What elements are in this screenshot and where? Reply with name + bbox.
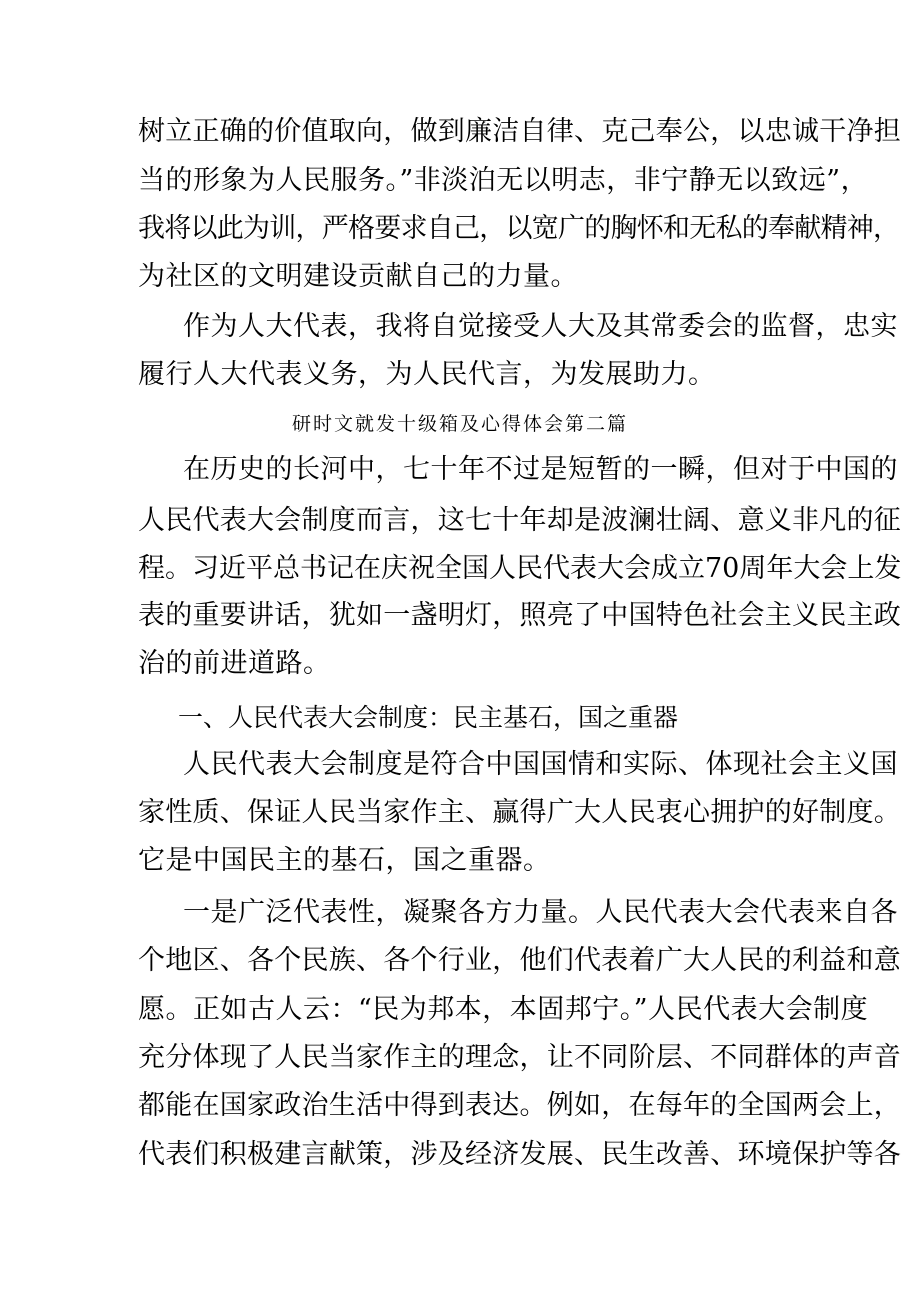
article-subtitle: 研时文就发十级箱及心得体会第二篇 [291, 413, 628, 435]
paragraph-line: 作为人大代表，我将自觉接受人大及其常委会的监督，忠实 [183, 311, 898, 342]
paragraph-line: 家性质、保证人民当家作主、赢得广大人民衷心拥护的好制度。 [138, 797, 901, 828]
paragraph-line: 树立正确的价值取向，做到廉洁自律、克己奉公，以忠诚干净担 [138, 116, 901, 147]
paragraph-line: 当的形象为人民服务。”非淡泊无以明志，非宁静无以致远”， [138, 165, 869, 196]
paragraph-line: 在历史的长河中，七十年不过是短暂的一瞬，但对于中国的 [183, 454, 898, 485]
paragraph-line: 人民代表大会制度而言，这七十年却是波澜壮阔、意义非凡的征 [138, 505, 901, 536]
paragraph-line: 为社区的文明建设贡献自己的力量。 [138, 261, 578, 292]
paragraph-line: 充分体现了人民当家作主的理念，让不同阶层、不同群体的声音 [138, 1042, 901, 1073]
paragraph-line: 一是广泛代表性，凝聚各方力量。人民代表大会代表来自各 [183, 897, 898, 928]
paragraph-line: 它是中国民主的基石，国之重器。 [138, 845, 551, 876]
paragraph-line: 程。习近平总书记在庆祝全国人民代表大会成立70周年大会上发 [138, 553, 902, 584]
paragraph-line: 代表们积极建言献策，涉及经济发展、民生改善、环境保护等各 [138, 1139, 901, 1170]
paragraph-line: 履行人大代表义务，为人民代言，为发展助力。 [138, 359, 716, 390]
paragraph-line: 治的前进道路。 [138, 648, 331, 679]
paragraph-line: 都能在国家政治生活中得到表达。例如，在每年的全国两会上， [138, 1090, 901, 1121]
paragraph-line: 人民代表大会制度是符合中国国情和实际、体现社会主义国 [183, 749, 898, 780]
paragraph-line: 个地区、各个民族、各个行业，他们代表着广大人民的利益和意 [138, 945, 901, 976]
section-heading: 一、人民代表大会制度：民主基石，国之重器 [178, 703, 679, 732]
paragraph-line: 我将以此为训，严格要求自己，以宽广的胸怀和无私的奉献精神， [138, 213, 900, 244]
paragraph-line: 愿。正如古人云：“民为邦本，本固邦宁。”人民代表大会制度 [138, 994, 869, 1025]
paragraph-line: 表的重要讲话，犹如一盏明灯，照亮了中国特色社会主义民主政 [138, 600, 901, 631]
